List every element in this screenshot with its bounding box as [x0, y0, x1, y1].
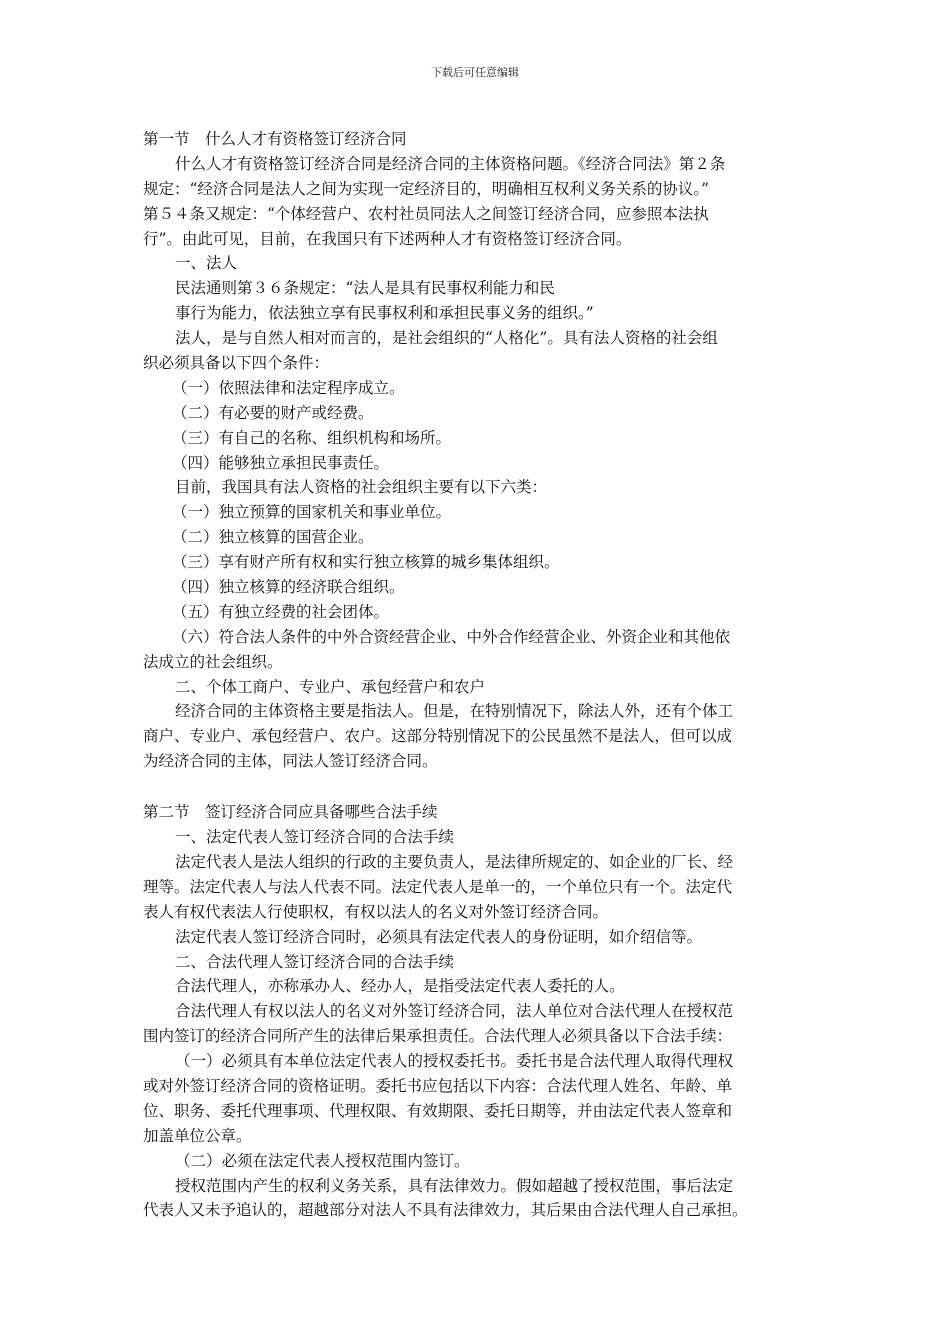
paragraph-line: 商户、专业户、承包经营户、农户。这部分特别情况下的公民虽然不是法人，但可以成: [143, 727, 733, 746]
paragraph-line: 法人，是与自然人相对而言的，是社会组织的“人格化”。具有法人资格的社会组: [175, 329, 718, 348]
section-gap: [143, 774, 803, 800]
subheading-individuals: 二、个体工商户、专业户、承包经营户和农户: [175, 677, 486, 696]
paragraph-line: 围内签订的经济合同所产生的法律后果承担责任。合法代理人必须具备以下合法手续：: [143, 1027, 733, 1046]
paragraph-line: 经济合同的主体资格主要是指法人。但是，在特别情况下，除法人外，还有个体工: [175, 702, 734, 721]
list-item: （二）有必要的财产或经费。: [172, 403, 374, 422]
list-item: （二）独立核算的国营企业。: [172, 528, 374, 547]
paragraph-line: 为经济合同的主体，同法人签订经济合同。: [143, 752, 438, 771]
paragraph-line: 第５４条又规定：“个体经营户、农村社员同法人之间签订经济合同，应参照本法执: [143, 204, 709, 223]
list-item: （一）依照法律和法定程序成立。: [172, 378, 405, 397]
paragraph-line: 或对外签订经济合同的资格证明。委托书应包括以下内容：合法代理人姓名、年龄、单: [143, 1076, 733, 1095]
list-item: （三）有自己的名称、组织机构和场所。: [172, 428, 452, 447]
paragraph-line: 法定代表人是法人组织的行政的主要负责人，是法律所规定的、如企业的厂长、经: [175, 852, 734, 871]
paragraph-line: 表人有权代表法人行使职权，有权以法人的名义对外签订经济合同。: [143, 902, 609, 921]
paragraph-line: 规定：“经济合同是法人之间为实现一定经济目的，明确相互权利义务关系的协议。”: [143, 179, 710, 198]
list-item: （一）必须具有本单位法定代表人的授权委托书。委托书是合法代理人取得代理权: [175, 1052, 734, 1071]
list-item: （三）享有财产所有权和实行独立核算的城乡集体组织。: [172, 553, 560, 572]
subheading-legal-person: 一、法人: [175, 254, 238, 273]
paragraph-line: 事行为能力，依法独立享有民事权利和承担民事义务的组织。”: [175, 304, 594, 323]
paragraph-line: 理等。法定代表人与法人代表不同。法定代表人是单一的，一个单位只有一个。法定代: [143, 877, 733, 896]
section2-title: 第二节 签订经济合同应具备哪些合法手续: [143, 803, 438, 822]
paragraph-line: 法定代表人签订经济合同时，必须具有法定代表人的身份证明，如介绍信等。: [175, 927, 703, 946]
paragraph-line: 加盖单位公章。: [143, 1126, 252, 1145]
paragraph-line: 行”。由此可见，目前，在我国只有下述两种人才有资格签订经济合同。: [143, 229, 632, 248]
subheading-agent: 二、合法代理人签订经济合同的合法手续: [175, 952, 455, 971]
page-header: 下载后可任意编辑: [431, 66, 519, 79]
document-body: [143, 127, 803, 1223]
paragraph-line: 授权范围内产生的权利义务关系，具有法律效力。假如超越了授权范围，事后法定: [175, 1176, 734, 1195]
paragraph-line: 民法通则第３６条规定：“法人是具有民事权利能力和民: [175, 279, 555, 298]
paragraph-line: 什么人才有资格签订经济合同是经济合同的主体资格问题。《经济合同法》第２条: [175, 154, 726, 173]
list-item: （四）独立核算的经济联合组织。: [172, 578, 405, 597]
list-item: （四）能够独立承担民事责任。: [172, 453, 390, 472]
paragraph-line: 织必须具备以下四个条件：: [143, 354, 330, 373]
paragraph-line: 位、职务、委托代理事项、代理权限、有效期限、委托日期等，并由法定代表人签章和: [143, 1101, 733, 1120]
section1-title: 第一节 什么人才有资格签订经济合同: [143, 130, 407, 148]
paragraph-line: 目前，我国具有法人资格的社会组织主要有以下六类：: [175, 478, 548, 497]
list-item: （六）符合法人条件的中外合资经营企业、中外合作经营企业、外资企业和其他依: [172, 627, 731, 646]
subheading-legal-rep: 一、法定代表人签订经济合同的合法手续: [175, 828, 455, 847]
paragraph-line: 合法代理人有权以法人的名义对外签订经济合同，法人单位对合法代理人在授权范: [175, 1002, 734, 1021]
list-item: （二）必须在法定代表人授权范围内签订。: [175, 1151, 470, 1170]
paragraph-line: 合法代理人，亦称承办人、经办人，是指受法定代表人委托的人。: [175, 977, 625, 996]
paragraph-line: 代表人又未予追认的，超越部分对法人不具有法律效力，其后果由合法代理人自己承担。: [143, 1201, 748, 1220]
list-item: （一）独立预算的国家机关和事业单位。: [172, 503, 452, 522]
paragraph-line: 法成立的社会组织。: [143, 652, 283, 671]
list-item: （五）有独立经费的社会团体。: [172, 602, 390, 621]
